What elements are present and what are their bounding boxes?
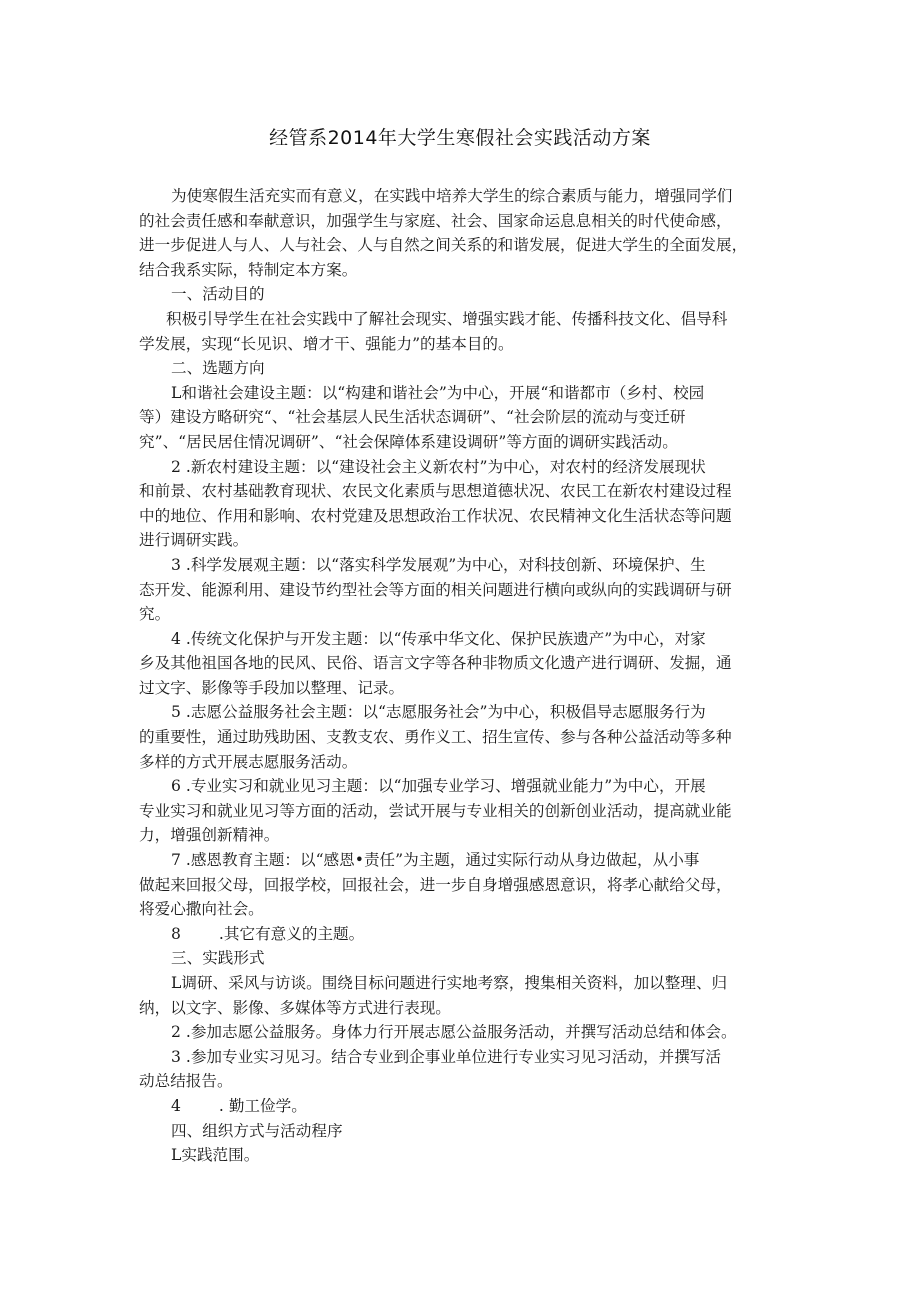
paragraph-line: 的重要性，通过助残助困、支教支农、勇作义工、招生宣传、参与各种公益活动等多种: [139, 728, 732, 747]
list-text: .其它有意义的主题。: [218, 924, 365, 943]
paragraph-line: 进一步促进人与人、人与社会、人与自然之间关系的和谐发展，促进大学生的全面发展，: [139, 236, 748, 255]
paragraph-line: 中的地位、作用和影响、农村党建及思想政治工作状况、农民精神文化生活状态等问题: [139, 506, 732, 525]
list-text: . 勤工俭学。: [218, 1096, 307, 1115]
list-number: 4: [171, 1096, 181, 1115]
paragraph-line: 2 .参加志愿公益服务。身体力行开展志愿公益服务活动，并撰写活动总结和体会。: [171, 1023, 737, 1042]
paragraph-line: 力，增强创新精神。: [139, 826, 280, 845]
list-item: [139, 922, 791, 947]
paragraph-line: 4 .传统文化保护与开发主题：以“传承中华文化、保护民族遗产”为中心，对家: [171, 629, 706, 648]
list-item: [139, 1094, 791, 1119]
paragraph-line: 积极引导学生在社会实践中了解社会现实、增强实践才能、传播科技文化、倡导科: [166, 309, 728, 328]
section-heading: 二、选题方向: [171, 359, 265, 378]
paragraph-line: 7 .感恩教育主题：以“感恩•责任”为主题，通过实际行动从身边做起，从小事: [171, 851, 700, 870]
paragraph-line: L和谐社会建设主题：以“构建和谐社会”为中心，开展“和谐都市（乡村、校园: [171, 383, 705, 402]
list-number: 8: [171, 924, 181, 943]
paragraph-line: 乡及其他祖国各地的民风、民俗、语言文字等各种非物质文化遗产进行调研、发掘，通: [139, 654, 732, 673]
paragraph-line: 过文字、影像等手段加以整理、记录。: [139, 678, 405, 697]
paragraph-line: L调研、采风与访谈。围绕目标问题进行实地考察，搜集相关资料，加以整理、归: [171, 974, 728, 992]
section-heading: 一、活动目的: [171, 285, 265, 304]
paragraph-line: 为使寒假生活充实而有意义，在实践中培养大学生的综合素质与能力，增强同学们: [171, 187, 733, 205]
paragraph-line: 纳，以文字、影像、多媒体等方式进行表现。: [139, 998, 451, 1017]
section-heading: 三、实践形式: [171, 949, 265, 968]
paragraph-line: 学发展，实现“长见识、增才干、强能力”的基本目的。: [139, 334, 514, 353]
paragraph-line: 专业实习和就业见习等方面的活动，尝试开展与专业相关的创新创业活动，提高就业能: [139, 801, 732, 820]
paragraph-line: 3 .科学发展观主题：以“落实科学发展观”为中心，对科技创新、环境保护、生: [171, 555, 706, 574]
paragraph-line: 5 .志愿公益服务社会主题：以“志愿服务社会”为中心，积极倡导志愿服务行为: [171, 703, 706, 722]
paragraph-line: 进行调研实践。: [139, 531, 249, 550]
paragraph-line: 究”、“居民居住情况调研”、“社会保障体系建设调研”等方面的调研实践活动。: [139, 432, 678, 451]
paragraph-line: 究。: [139, 605, 171, 624]
paragraph-line: 多样的方式开展志愿服务活动。: [139, 752, 358, 771]
paragraph-line: 2 .新农村建设主题：以“建设社会主义新农村”为中心，对农村的经济发展现状: [171, 457, 706, 476]
paragraph-line: 3 .参加专业实习见习。结合专业到企事业单位进行专业实习见习活动，并撰写活: [171, 1047, 722, 1066]
document-body: [139, 184, 791, 1168]
paragraph-line: 6 .专业实习和就业见习主题：以“加强专业学习、增强就业能力”为中心，开展: [171, 777, 706, 796]
paragraph-line: 做起来回报父母，回报学校，回报社会，进一步自身增强感恩意识，将孝心献给父母，: [139, 875, 732, 894]
paragraph-line: 和前景、农村基础教育现状、农民文化素质与思想道德状况、农民工在新农村建设过程: [139, 482, 732, 501]
paragraph-line: 结合我系实际，特制定本方案。: [139, 260, 358, 279]
section-heading: 四、组织方式与活动程序: [171, 1121, 343, 1140]
paragraph-line: 态开发、能源利用、建设节约型社会等方面的相关问题进行横向或纵向的实践调研与研: [139, 580, 732, 599]
paragraph-line: 动总结报告。: [139, 1072, 233, 1091]
document-title: 经管系2014年大学生寒假社会实践活动方案: [269, 127, 651, 149]
paragraph-line: 等）建设方略研究“、“社会基层人民生活状态调研”、“社会阶层的流动与变迁研: [139, 408, 686, 427]
paragraph-line: L实践范围。: [171, 1146, 260, 1165]
paragraph-line: 将爱心撒向社会。: [139, 900, 264, 919]
paragraph-line: 的社会责任感和奉献意识，加强学生与家庭、社会、国家命运息息相关的时代使命感，: [139, 211, 732, 230]
